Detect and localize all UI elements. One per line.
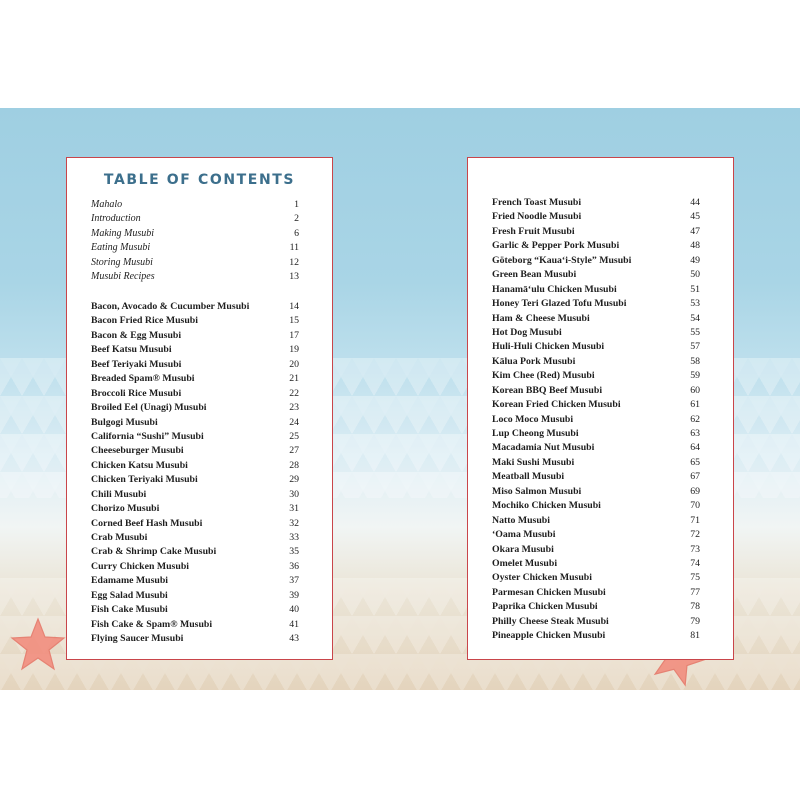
toc-entry-label: Okara Musubi <box>492 543 554 555</box>
toc-page-number: 70 <box>690 500 700 512</box>
toc-page-number: 1 <box>294 199 299 210</box>
toc-entry <box>91 213 299 227</box>
toc-page-number: 21 <box>289 373 299 385</box>
toc-page-number: 45 <box>690 211 700 223</box>
toc-entry-label: Storing Musubi <box>91 256 153 268</box>
toc-page-number: 43 <box>289 633 299 645</box>
toc-entry-label: Miso Salmon Musubi <box>492 485 582 497</box>
toc-page-number: 25 <box>289 430 299 442</box>
toc-entry-label: Beef Katsu Musubi <box>91 344 172 356</box>
toc-page-number: 78 <box>690 601 700 613</box>
toc-entry <box>492 630 700 644</box>
toc-entry-label: Maki Sushi Musubi <box>492 456 575 468</box>
toc-entry-label: Parmesan Chicken Musubi <box>492 586 606 598</box>
toc-entry <box>91 489 299 503</box>
toc-entry <box>91 301 299 315</box>
toc-entry <box>492 370 700 384</box>
toc-entry-label: Chicken Teriyaki Musubi <box>91 474 198 486</box>
toc-entry-label: Green Bean Musubi <box>492 269 577 281</box>
toc-page-number: 55 <box>690 326 700 338</box>
starfish-icon <box>8 616 68 676</box>
toc-entry-label: Pineapple Chicken Musubi <box>492 630 606 642</box>
toc-entry <box>91 373 299 387</box>
toc-entry-label: Korean BBQ Beef Musubi <box>492 384 603 396</box>
toc-entry-label: Korean Fried Chicken Musubi <box>492 399 621 411</box>
toc-entry <box>492 399 700 413</box>
toc-page-number: 62 <box>690 413 700 425</box>
toc-entry-label: Hanamā‘ulu Chicken Musubi <box>492 283 617 295</box>
toc-entry <box>91 344 299 358</box>
toc-entry <box>91 460 299 474</box>
toc-page-number: 60 <box>690 384 700 396</box>
toc-entry-label: Macadamia Nut Musubi <box>492 442 595 454</box>
recipe-list-left <box>91 301 299 648</box>
toc-entry-label: Fresh Fruit Musubi <box>492 225 575 237</box>
toc-entry <box>492 572 700 586</box>
toc-page-number: 35 <box>289 546 299 558</box>
toc-entry <box>492 197 700 211</box>
toc-entry <box>91 518 299 532</box>
toc-entry-label: Bacon, Avocado & Cucumber Musubi <box>91 301 250 312</box>
toc-page-number: 72 <box>690 529 700 541</box>
toc-page-number: 47 <box>690 225 700 237</box>
toc-entry-label: Fried Noodle Musubi <box>492 211 582 223</box>
toc-entry <box>492 313 700 327</box>
toc-entry-label: Philly Cheese Steak Musubi <box>492 615 609 627</box>
toc-entry <box>91 242 299 256</box>
toc-entry <box>492 269 700 283</box>
toc-entry <box>492 442 700 456</box>
right-page <box>467 157 734 660</box>
toc-page-number: 40 <box>289 604 299 616</box>
recipe-list-right <box>492 197 700 645</box>
toc-page-number: 32 <box>289 517 299 529</box>
toc-entry-label: Lup Cheong Musubi <box>492 428 579 439</box>
toc-entry <box>91 445 299 459</box>
toc-entry <box>91 590 299 604</box>
toc-page-number: 19 <box>289 344 299 356</box>
toc-page-number: 31 <box>289 503 299 515</box>
toc-entry-label: Fish Cake & Spam® Musubi <box>91 618 213 630</box>
toc-entry <box>91 271 299 285</box>
toc-entry-label: Musubi Recipes <box>91 271 155 283</box>
toc-page-number: 74 <box>690 557 700 569</box>
toc-page-number: 24 <box>289 416 299 428</box>
toc-entry-label: Cheeseburger Musubi <box>91 445 184 457</box>
toc-entry <box>492 601 700 615</box>
toc-page-number: 33 <box>289 532 299 543</box>
toc-entry-label: Breaded Spam® Musubi <box>91 373 195 385</box>
toc-entry-label: Mahalo <box>91 199 123 210</box>
toc-entry <box>91 388 299 402</box>
toc-entry-label: Flying Saucer Musubi <box>91 633 184 645</box>
toc-page-number: 51 <box>690 283 700 295</box>
toc-page-number: 28 <box>289 459 299 471</box>
toc-page-number: 50 <box>690 269 700 281</box>
toc-entry-label: Huli-Huli Chicken Musubi <box>492 341 605 353</box>
toc-entry <box>91 619 299 633</box>
toc-entry-label: Fish Cake Musubi <box>91 604 168 616</box>
toc-entry-label: French Toast Musubi <box>492 197 582 208</box>
toc-entry <box>91 417 299 431</box>
toc-page-number: 22 <box>289 387 299 399</box>
toc-entry <box>492 515 700 529</box>
toc-entry <box>492 385 700 399</box>
toc-entry <box>91 561 299 575</box>
toc-page-number: 64 <box>690 442 700 454</box>
toc-page-number: 36 <box>289 560 299 572</box>
toc-entry-label: Honey Teri Glazed Tofu Musubi <box>492 298 627 310</box>
toc-page-number: 12 <box>289 256 299 268</box>
toc-entry-label: Hot Dog Musubi <box>492 326 562 338</box>
toc-entry <box>492 327 700 341</box>
toc-entry-label: ‘Oama Musubi <box>492 529 556 541</box>
toc-entry-label: Eating Musubi <box>91 242 151 254</box>
toc-page-number: 13 <box>289 271 299 283</box>
toc-entry-label: Paprika Chicken Musubi <box>492 601 598 613</box>
toc-entry-label: Broiled Eel (Unagi) Musubi <box>91 402 207 414</box>
toc-entry-label: Ham & Cheese Musubi <box>492 312 590 324</box>
toc-page-number: 39 <box>289 589 299 601</box>
toc-entry <box>492 457 700 471</box>
toc-entry-label: Edamame Musubi <box>91 575 169 587</box>
toc-page-number: 48 <box>690 240 700 252</box>
toc-entry-label: Broccoli Rice Musubi <box>91 387 182 399</box>
toc-entry <box>492 341 700 355</box>
toc-page-number: 15 <box>289 315 299 327</box>
toc-entry <box>492 255 700 269</box>
toc-entry <box>492 284 700 298</box>
toc-page-number: 29 <box>289 474 299 486</box>
toc-entry <box>91 315 299 329</box>
toc-entry <box>492 471 700 485</box>
toc-entry <box>492 544 700 558</box>
toc-page-number: 54 <box>690 312 700 324</box>
toc-page-number: 69 <box>690 485 700 497</box>
intro-list <box>91 199 299 286</box>
toc-entry-label: Beef Teriyaki Musubi <box>91 358 182 370</box>
toc-page-number: 23 <box>289 402 299 414</box>
toc-entry-label: Making Musubi <box>91 227 155 239</box>
toc-entry <box>492 529 700 543</box>
toc-entry-label: Crab Musubi <box>91 532 148 543</box>
toc-entry <box>91 474 299 488</box>
toc-page-number: 11 <box>289 242 299 254</box>
toc-entry <box>91 228 299 242</box>
toc-entry <box>91 330 299 344</box>
toc-page-number: 58 <box>690 355 700 367</box>
toc-entry-label: Oyster Chicken Musubi <box>492 572 592 584</box>
toc-page-number: 44 <box>690 197 700 208</box>
toc-page-number: 6 <box>294 227 299 239</box>
toc-entry <box>91 546 299 560</box>
toc-entry-label: Loco Moco Musubi <box>492 413 574 425</box>
toc-entry-label: Bacon & Egg Musubi <box>91 329 182 341</box>
toc-entry-label: Egg Salad Musubi <box>91 589 168 601</box>
toc-entry <box>492 558 700 572</box>
page-title: TABLE OF CONTENTS <box>103 172 296 188</box>
toc-page-number: 20 <box>289 358 299 370</box>
toc-page-number: 41 <box>289 618 299 630</box>
toc-entry-label: Crab & Shrimp Cake Musubi <box>91 546 217 558</box>
toc-entry <box>492 616 700 630</box>
toc-entry-label: Garlic & Pepper Pork Musubi <box>492 240 620 252</box>
toc-page-number: 63 <box>690 428 700 439</box>
toc-entry <box>492 500 700 514</box>
toc-page-number: 77 <box>690 586 700 598</box>
toc-page-number: 59 <box>690 370 700 382</box>
toc-entry-label: Meatball Musubi <box>492 471 565 483</box>
toc-entry-label: Bulgogi Musubi <box>91 416 158 428</box>
toc-entry <box>492 356 700 370</box>
toc-entry-label: Natto Musubi <box>492 514 550 526</box>
toc-page-number: 30 <box>289 488 299 500</box>
toc-entry <box>492 240 700 254</box>
toc-page-number: 73 <box>690 543 700 555</box>
toc-entry <box>91 575 299 589</box>
toc-entry <box>91 359 299 373</box>
left-page <box>66 157 333 660</box>
toc-entry-label: Curry Chicken Musubi <box>91 560 189 572</box>
toc-page-number: 49 <box>690 254 700 266</box>
toc-entry <box>492 428 700 442</box>
toc-page-number: 79 <box>690 615 700 627</box>
toc-page-number: 27 <box>289 445 299 457</box>
toc-entry <box>492 414 700 428</box>
toc-page-number: 67 <box>690 471 700 483</box>
toc-entry <box>492 587 700 601</box>
toc-page-number: 14 <box>289 301 299 312</box>
toc-entry-label: Göteborg “Kaua‘i-Style” Musubi <box>492 254 632 266</box>
toc-entry <box>492 298 700 312</box>
toc-entry-label: Omelet Musubi <box>492 557 558 569</box>
toc-entry <box>91 257 299 271</box>
toc-entry <box>492 226 700 240</box>
toc-page-number: 61 <box>690 399 700 411</box>
toc-entry <box>492 486 700 500</box>
toc-page-number: 53 <box>690 298 700 310</box>
toc-entry <box>492 211 700 225</box>
toc-entry-label: Mochiko Chicken Musubi <box>492 500 601 512</box>
toc-page-number: 81 <box>690 630 700 642</box>
toc-entry-label: Kim Chee (Red) Musubi <box>492 370 595 382</box>
toc-entry-label: Bacon Fried Rice Musubi <box>91 315 198 327</box>
toc-page-number: 37 <box>289 575 299 587</box>
toc-entry-label: Chili Musubi <box>91 488 147 500</box>
toc-entry <box>91 503 299 517</box>
toc-page-number: 17 <box>289 329 299 341</box>
toc-entry <box>91 431 299 445</box>
toc-entry <box>91 402 299 416</box>
toc-page-number: 71 <box>690 514 700 526</box>
toc-entry-label: Chorizo Musubi <box>91 503 160 515</box>
toc-page-number: 75 <box>690 572 700 584</box>
toc-entry <box>91 199 299 213</box>
toc-page-number: 2 <box>294 213 299 225</box>
toc-entry <box>91 633 299 647</box>
toc-entry-label: Kālua Pork Musubi <box>492 355 576 367</box>
toc-entry-label: Corned Beef Hash Musubi <box>91 517 203 529</box>
toc-page-number: 57 <box>690 341 700 353</box>
toc-entry <box>91 604 299 618</box>
toc-entry-label: California “Sushi” Musubi <box>91 430 204 442</box>
toc-entry-label: Introduction <box>91 213 141 225</box>
toc-entry <box>91 532 299 546</box>
toc-page-number: 65 <box>690 456 700 468</box>
toc-entry-label: Chicken Katsu Musubi <box>91 459 188 471</box>
